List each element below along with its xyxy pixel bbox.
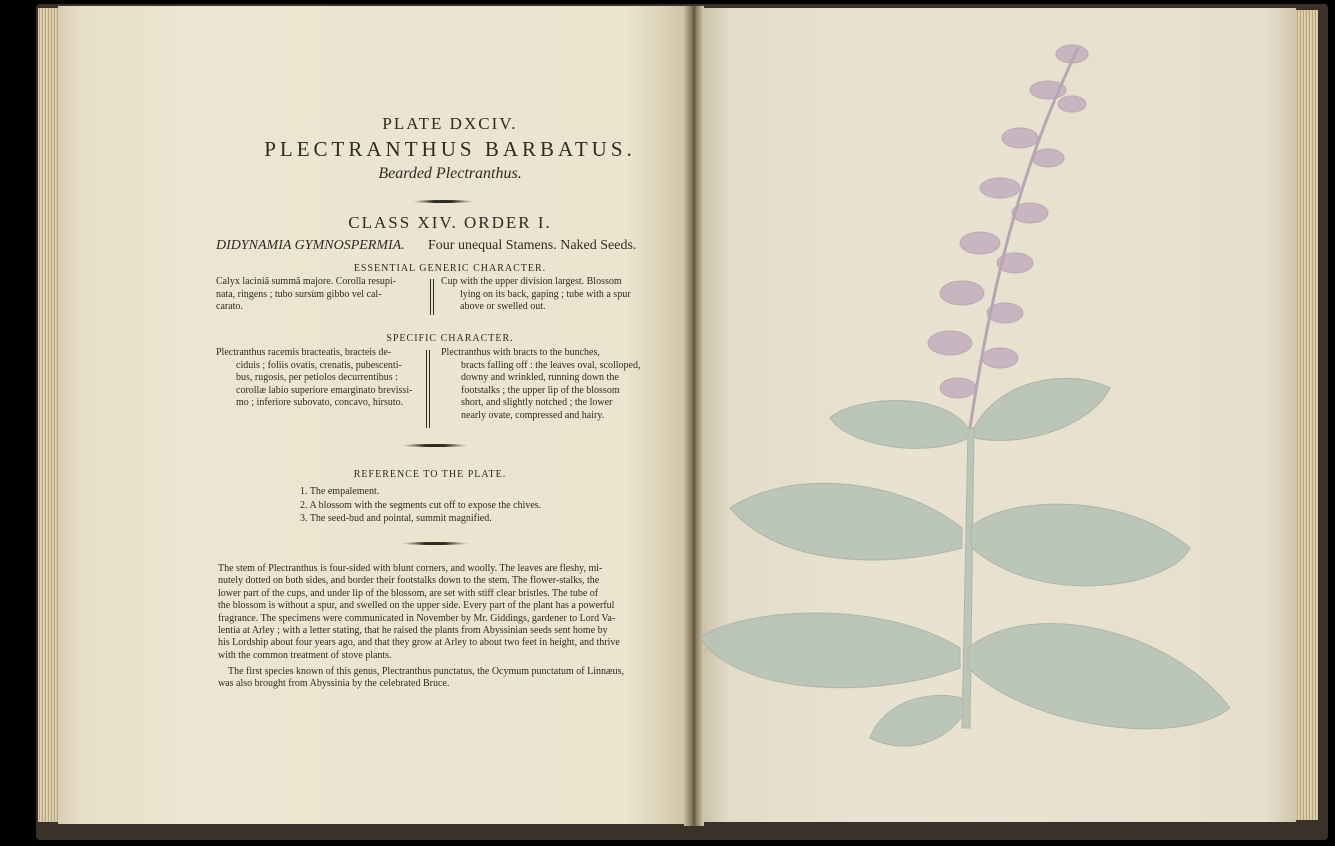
flower <box>1032 149 1064 167</box>
plate-title: PLECTRANTHUS BARBATUS. <box>264 137 636 161</box>
leaf <box>870 695 964 746</box>
divider <box>430 279 431 315</box>
divider <box>426 350 427 428</box>
reference-heading: REFERENCE TO THE PLATE. <box>353 469 507 480</box>
leaf <box>968 624 1230 729</box>
flower <box>940 281 984 305</box>
reference-item: 3. The seed-bud and pointal, summit magnified. <box>300 513 492 524</box>
right-page-edges <box>1296 10 1318 820</box>
english-name: Bearded Plectranthus. <box>378 165 522 182</box>
flower <box>980 178 1020 198</box>
leaf <box>970 504 1190 586</box>
generic-english: Cup with the upper division largest. Blossom lying on its back, gaping ; tube with a spur above or swelled out. <box>441 276 631 313</box>
reference-list <box>300 485 541 526</box>
description-paragraph-1: The stem of Plectranthus is four-sided with blunt corners, and woolly. The leaves are fleshy, mi- nutely dotted on both sides, and border their footstalks down to the stem. The flower-stalks, the lower part of the cups, and under lip of the blossom, are set with stiff clear bristles. The tube of the blossom is without a spur, and swelled on the upper side. Every part of the plant has a powerful fragrance. The specimens were communicated in November by Mr. Giddings, gardener to Lord Va- lentia at Arley ; with a letter stating, that he raised the plants from Abyssinian seeds sent home by his Lordship about four years ago, and that they grow at Arley to about two feet in height, and thrive with the common treatment of stove plants. <box>218 563 620 661</box>
left-page-edges <box>38 8 60 822</box>
description-paragraph-2: The first species known of this genus, Plectranthus punctatus, the Ocymum punctatum of Linnæus, was also brought from Abyssinia by the celebrated Bruce. <box>218 666 625 690</box>
specific-latin: Plectranthus racemis bracteatis, bracteis de- ciduis ; foliis ovatis, crenatis, pubescenti- bus, rugosis, per petiolos decurrentibus : corollæ labio superiore emarginato brevissi- mo ; inferiore subovato, concavo, hirsuto. <box>216 347 413 409</box>
flower <box>960 232 1000 254</box>
generic-latin: Calyx laciniâ summâ majore. Corolla resupi- nata, ringens ; tubo sursùm gibbo vel cal- carato. <box>216 276 396 313</box>
leaf <box>730 483 962 560</box>
flower <box>1058 96 1086 112</box>
class-order: CLASS XIV. ORDER I. <box>348 213 552 232</box>
generic-heading: ESSENTIAL GENERIC CHARACTER. <box>353 263 547 274</box>
flower <box>928 331 972 355</box>
reference-item: 1. The empalement. <box>300 486 380 497</box>
flower <box>940 378 976 398</box>
leaf <box>700 613 960 688</box>
specific-english: Plectranthus with bracts to the bunches, bracts falling off : the leaves oval, scolloped, downy and wrinkled, running down the footstalks ; the upper lip of the blossom short, and slightly notched ; the lower nearly ovate, compressed and hairy. <box>441 347 641 421</box>
class-english: Four unequal Stamens. Naked Seeds. <box>428 238 637 253</box>
leaf <box>974 378 1110 440</box>
flower <box>982 348 1018 368</box>
leaf <box>830 401 968 449</box>
flower <box>1002 128 1038 148</box>
ornamental-rule <box>402 542 468 545</box>
divider <box>429 350 430 428</box>
divider <box>433 279 434 315</box>
specific-heading: SPECIFIC CHARACTER. <box>386 333 514 344</box>
plant-illustration <box>700 8 1296 822</box>
plate-number: PLATE DXCIV. <box>382 114 518 133</box>
reference-item: 2. A blossom with the segments cut off to expose the chives. <box>300 499 542 511</box>
class-latin: DIDYNAMIA GYMNOSPERMIA. <box>216 238 405 253</box>
ornamental-rule <box>413 200 473 203</box>
stem <box>962 428 974 728</box>
ornamental-rule <box>402 444 468 447</box>
